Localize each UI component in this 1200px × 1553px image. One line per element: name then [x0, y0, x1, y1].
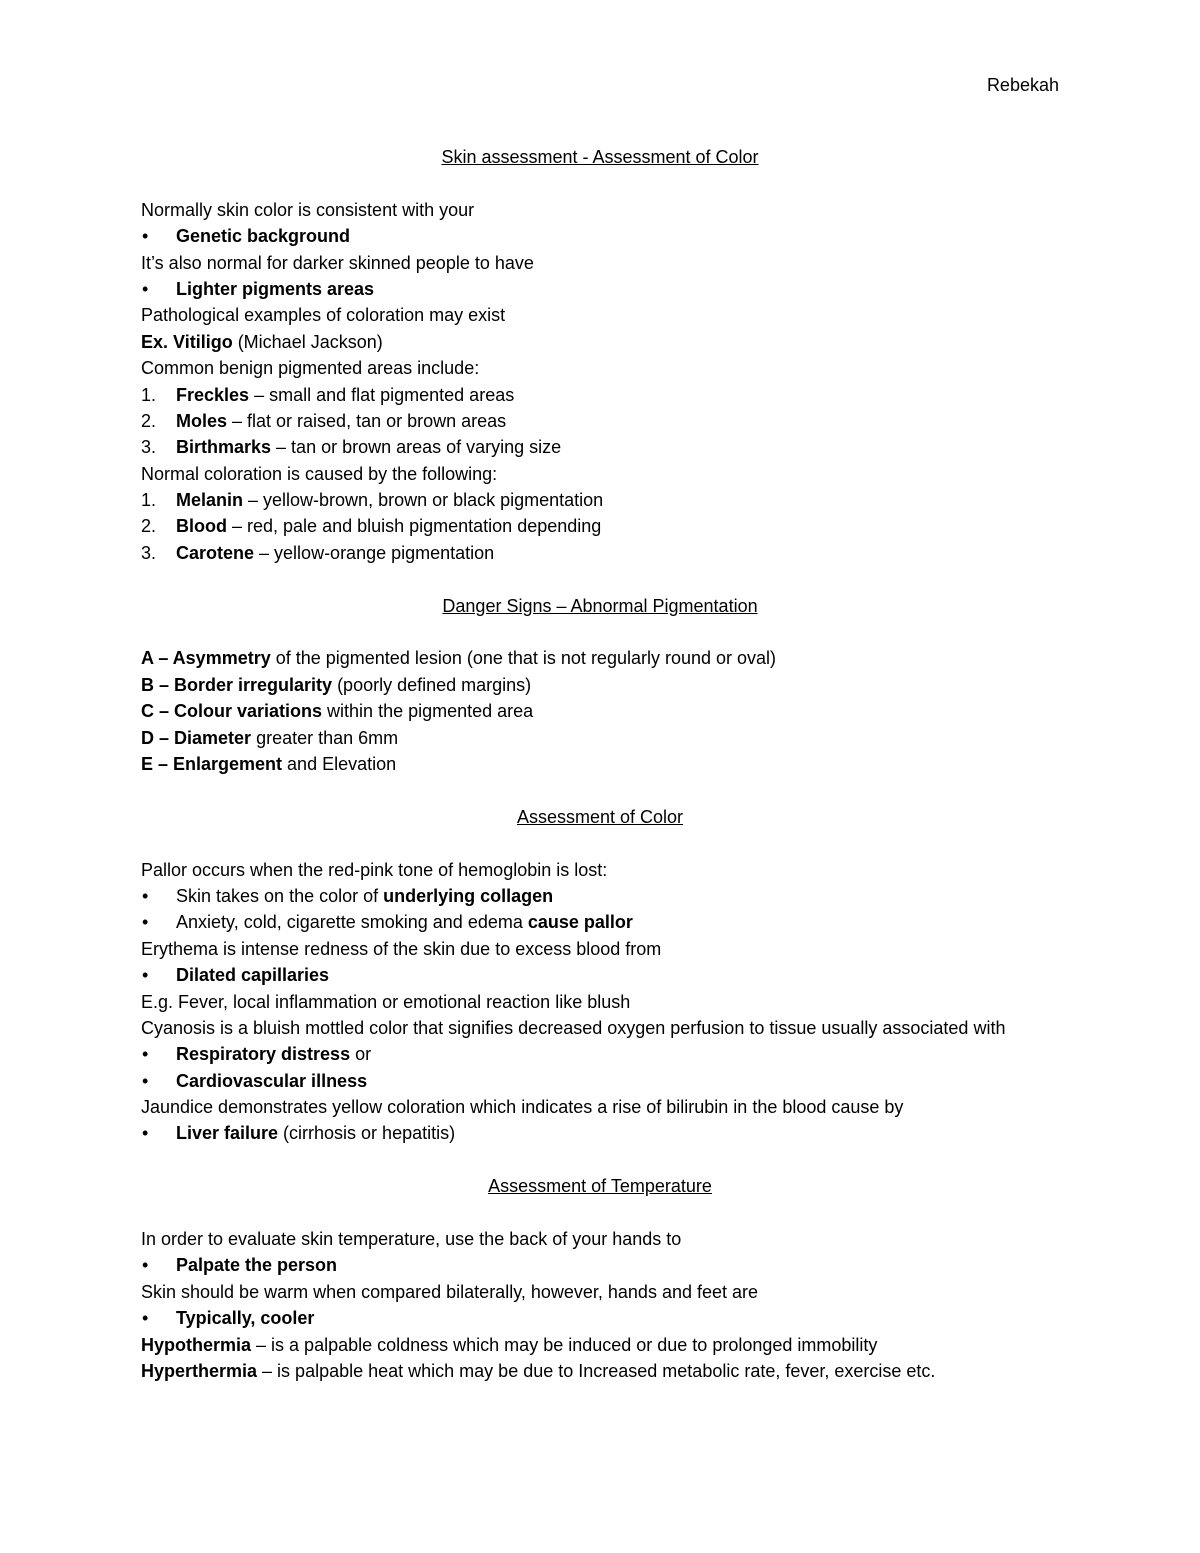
paragraph-line: Pallor occurs when the red-pink tone of hemoglobin is lost:: [141, 859, 608, 880]
bullet-glyph: •: [142, 226, 149, 247]
section-heading-assessment-of-color: Assessment of Color: [516, 806, 684, 827]
bullet-item: • Skin takes on the color of underlying collagen: [141, 883, 1059, 909]
numbered-item: 1. Freckles – small and flat pigmented areas: [141, 384, 515, 405]
abcde-item: A – Asymmetry of the pigmented lesion (one that is not regularly round or oval): [141, 648, 777, 669]
abcde-item: C – Colour variations within the pigmented area: [141, 701, 534, 722]
bullet-item: • Genetic background: [141, 223, 1059, 249]
bullet-glyph: •: [142, 1255, 149, 1276]
author-name: Rebekah: [986, 75, 1059, 95]
paragraph-line: Common benign pigmented areas include:: [141, 358, 480, 379]
bullet-glyph: •: [142, 885, 149, 906]
bullet-item: • Palpate the person: [141, 1252, 1059, 1278]
numbered-item: 3. Carotene – yellow-orange pigmentation: [141, 542, 495, 563]
bullet-glyph: •: [142, 1070, 149, 1091]
bullet-item: • Liver failure (cirrhosis or hepatitis): [141, 1120, 1059, 1146]
document-body: [141, 144, 1059, 1384]
numbered-item: 1. Melanin – yellow-brown, brown or black pigmentation: [141, 490, 604, 511]
paragraph-line: In order to evaluate skin temperature, use the back of your hands to: [141, 1229, 682, 1250]
paragraph-line: Ex. Vitiligo (Michael Jackson): [141, 331, 383, 352]
bullet-glyph: •: [142, 1123, 149, 1144]
paragraph-line: E.g. Fever, local inflammation or emotional reaction like blush: [141, 991, 631, 1012]
bullet-item: • Lighter pigments areas: [141, 276, 1059, 302]
bullet-glyph: •: [142, 1044, 149, 1065]
paragraph-line: Normal coloration is caused by the following:: [141, 463, 498, 484]
paragraph-line: Erythema is intense redness of the skin due to excess blood from: [141, 938, 662, 959]
paragraph-line: Normally skin color is consistent with your: [141, 199, 475, 220]
bullet-item: • Typically, cooler: [141, 1305, 1059, 1331]
abcde-item: B – Border irregularity (poorly defined margins): [141, 674, 532, 695]
paragraph-line: Hypothermia – is a palpable coldness which may be induced or due to prolonged immobility: [141, 1334, 878, 1355]
bullet-glyph: •: [142, 965, 149, 986]
numbered-item: 3. Birthmarks – tan or brown areas of varying size: [141, 437, 562, 458]
section-heading-skin-assessment: Skin assessment - Assessment of Color: [441, 147, 759, 167]
paragraph-line: Hyperthermia – is palpable heat which may be due to Increased metabolic rate, fever, exercise etc.: [141, 1360, 936, 1381]
bullet-glyph: •: [142, 912, 149, 933]
abcde-item: E – Enlargement and Elevation: [141, 753, 397, 774]
paragraph-line: Cyanosis is a bluish mottled color that signifies decreased oxygen perfusion to tissue usually associated with: [141, 1017, 1006, 1038]
bullet-item: • Respiratory distress or: [141, 1041, 1059, 1067]
abcde-item: D – Diameter greater than 6mm: [141, 727, 399, 748]
section-heading-assessment-of-temperature: Assessment of Temperature: [488, 1176, 712, 1197]
paragraph-line: Skin should be warm when compared bilaterally, however, hands and feet are: [141, 1281, 759, 1302]
paragraph-line: Jaundice demonstrates yellow coloration which indicates a rise of bilirubin in the blood cause by: [141, 1097, 904, 1118]
bullet-glyph: •: [142, 278, 149, 299]
bullet-glyph: •: [142, 1308, 149, 1329]
bullet-item: • Cardiovascular illness: [141, 1068, 1059, 1094]
paragraph-line: Pathological examples of coloration may exist: [141, 305, 506, 326]
numbered-item: 2. Moles – flat or raised, tan or brown areas: [141, 410, 507, 431]
bullet-item: • Dilated capillaries: [141, 962, 1059, 988]
bullet-item: • Anxiety, cold, cigarette smoking and edema cause pallor: [141, 909, 1059, 935]
numbered-item: 2. Blood – red, pale and bluish pigmentation depending: [141, 516, 602, 537]
section-heading-danger-signs: Danger Signs – Abnormal Pigmentation: [442, 595, 758, 616]
paragraph-line: It’s also normal for darker skinned people to have: [141, 252, 534, 273]
